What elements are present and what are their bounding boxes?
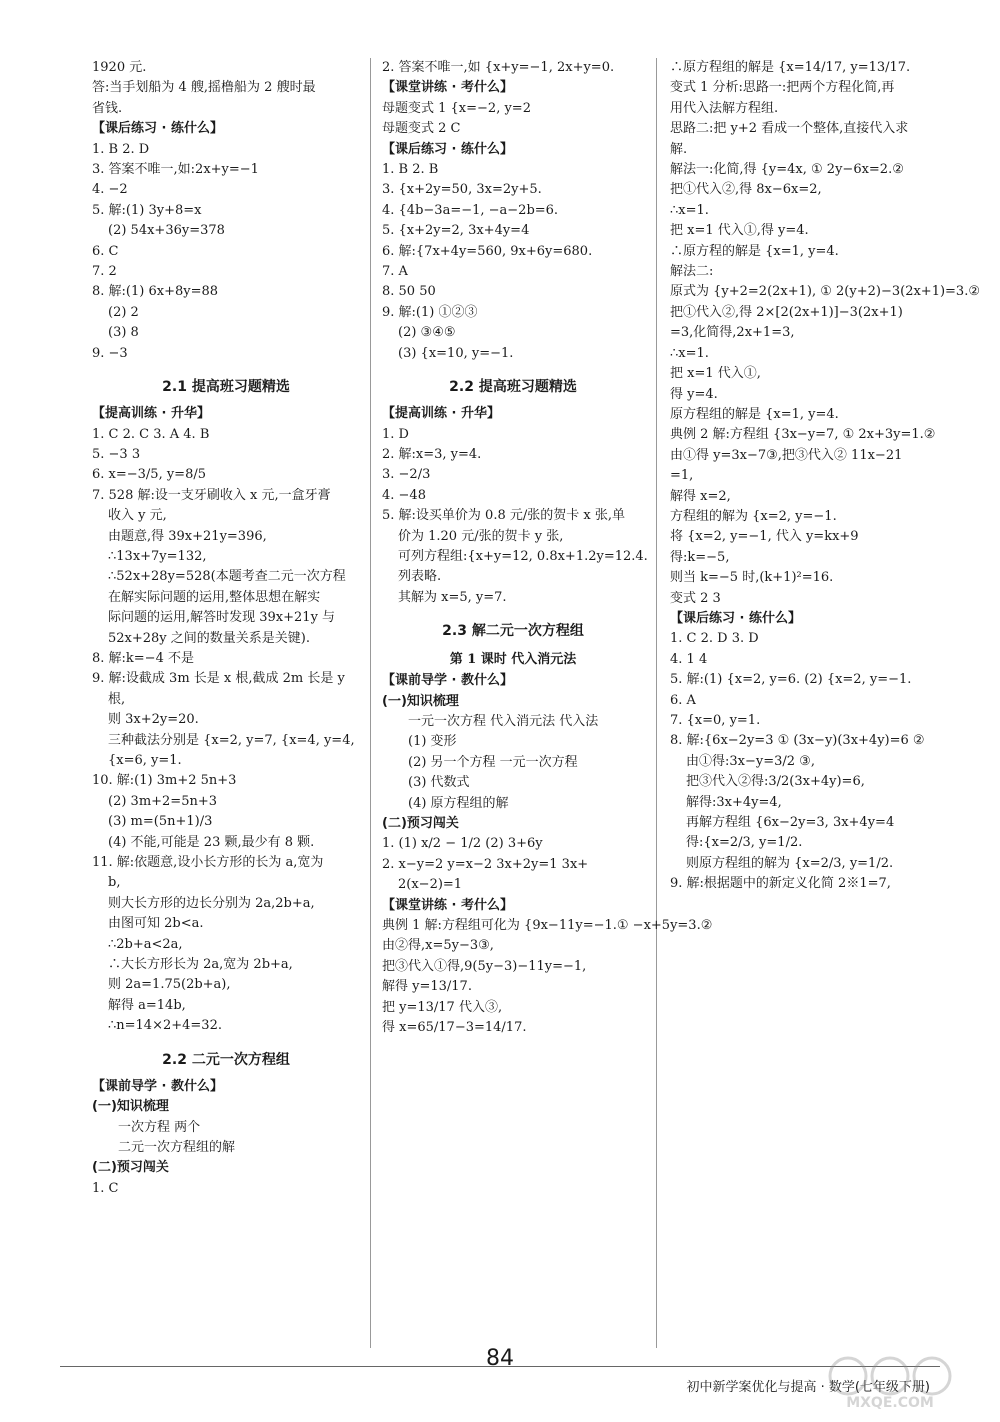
text-line: 变式 1 分析:思路一:把两个方程化简,再 <box>670 80 895 96</box>
text-line: 6. C <box>92 243 119 259</box>
text-line: 6. x=−3/5, y=8/5 <box>92 467 206 483</box>
text-line: 价为 1.20 元/张的贺卡 y 张, <box>398 528 564 544</box>
watermark-logo <box>820 1354 960 1410</box>
text-line: 母题变式 2 C <box>382 121 461 137</box>
text-line: 6. A <box>670 692 696 708</box>
text-line: 得 x=65/17−3=14/17. <box>382 1020 527 1036</box>
text-line: 则 2a=1.75(2b+a), <box>108 977 231 993</box>
text-line: 1. (1) x/2 − 1/2 (2) 3+6y <box>382 836 543 852</box>
text-line: 1. B 2. B <box>382 162 439 178</box>
text-line: 把①代入②,得 8x−6x=2, <box>670 182 822 198</box>
text-line: 8. 解:(1) 6x+8y=88 <box>92 284 219 300</box>
text-line: (2) 2 <box>108 304 139 320</box>
section-heading: 2.2 二元一次方程组 <box>162 1051 290 1068</box>
text-line: (4) 原方程组的解 <box>408 795 509 811</box>
text-line: 二元一次方程组的解 <box>118 1139 236 1155</box>
text-line: ∴x=1. <box>670 345 709 361</box>
bracket-heading: 【课后练习 · 练什么】 <box>670 610 801 626</box>
bracket-heading: (一)知识梳理 <box>382 693 459 709</box>
text-line: ∴13x+7y=132, <box>108 548 207 564</box>
text-line: 根, <box>108 691 126 707</box>
text-line: (2) 另一个方程 一元一次方程 <box>408 754 578 770</box>
text-line: 其解为 x=5, y=7. <box>398 589 507 605</box>
text-line: 9. 解:(1) ①②③ <box>382 304 478 320</box>
text-line: 1. C 2. C 3. A 4. B <box>92 426 210 442</box>
text-line: 3. −2/3 <box>382 467 431 483</box>
text-line: 7. 2 <box>92 264 117 280</box>
text-line: 把③代入②得:3/2(3x+4y)=6, <box>686 774 865 790</box>
book-title-footer: 初中新学案优化与提高 · 数学(七年级下册) <box>686 1380 930 1395</box>
text-line: 2. 答案不唯一,如 {x+y=−1, 2x+y=0. <box>382 60 615 75</box>
text-line: 4. −48 <box>382 487 426 503</box>
text-line: (3) {x=10, y=−1. <box>398 345 514 361</box>
text-line: 11. 解:依题意,设小长方形的长为 a,宽为 <box>92 855 324 871</box>
bracket-heading: (二)预习闯关 <box>382 816 459 831</box>
text-line: 一次方程 两个 <box>118 1119 201 1135</box>
text-line: 7. A <box>382 264 408 280</box>
text-line: 1. C <box>92 1180 119 1196</box>
text-line: (1) 变形 <box>408 734 457 750</box>
text-line: 解得 a=14b, <box>108 997 186 1013</box>
text-line: 4. 1 4 <box>670 651 708 667</box>
text-line: 得 y=4. <box>670 386 718 402</box>
text-line: 把③代入①得,9(5y−3)−11y=−1, <box>382 958 587 974</box>
text-line: 则 3x+2y=20. <box>108 712 199 728</box>
text-line: ∴n=14×2+4=32. <box>108 1018 222 1034</box>
text-line: 列表略. <box>398 569 442 585</box>
text-line: =1, <box>670 468 694 484</box>
text-line: ∴原方程的解是 {x=1, y=4. <box>670 243 839 259</box>
text-line: 一元一次方程 代入消元法 代入法 <box>408 713 599 729</box>
bracket-heading: (一)知识梳理 <box>92 1099 169 1115</box>
text-line: 再解方程组 {6x−2y=3, 3x+4y=4 <box>686 815 895 831</box>
text-line: 解得 x=2, <box>670 488 731 504</box>
lesson-subheading: 第 1 课时 代入消元法 <box>449 652 577 668</box>
text-line: 解得 y=13/17. <box>382 979 472 995</box>
text-line: 母题变式 1 {x=−2, y=2 <box>382 100 531 116</box>
text-line: 省钱. <box>92 100 123 116</box>
text-line: {x=6, y=1. <box>108 753 182 768</box>
text-line: 在解实际问题的运用,整体思想在解实 <box>108 589 321 605</box>
text-line: ∴原方程组的解是 {x=14/17, y=13/17. <box>670 60 911 75</box>
text-line: 9. 解:设截成 3m 长是 x 根,截成 2m 长是 y <box>92 671 345 687</box>
column-3 <box>670 58 980 1362</box>
bracket-heading: 【课后练习 · 练什么】 <box>92 121 223 137</box>
text-line: (3) 代数式 <box>408 775 470 791</box>
text-line: 8. 解:{6x−2y=3 ① (3x−y)(3x+4y)=6 ② <box>670 733 925 749</box>
text-line: 5. −3 3 <box>92 446 141 462</box>
text-line: 收入 y 元, <box>108 508 167 524</box>
text-line: 三种截法分别是 {x=2, y=7, {x=4, y=4, <box>108 732 355 748</box>
text-line: 则大长方形的边长分别为 2a,2b+a, <box>108 895 315 911</box>
text-line: 3. {x+2y=50, 3x=2y+5. <box>382 182 542 198</box>
text-line: 4. {4b−3a=−1, −a−2b=6. <box>382 202 559 218</box>
bracket-heading: 【提高训练 · 升华】 <box>92 406 210 422</box>
text-line: 4. −2 <box>92 182 128 198</box>
bracket-heading: 【提高训练 · 升华】 <box>382 406 500 422</box>
bracket-heading: 【课后练习 · 练什么】 <box>382 141 513 157</box>
section-heading: 2.2 提高班习题精选 <box>449 379 577 396</box>
text-line: b, <box>108 875 121 891</box>
text-line: 把 y=13/17 代入③, <box>382 999 503 1015</box>
section-heading: 2.3 解二元一次方程组 <box>442 623 584 640</box>
text-line: 3. 答案不唯一,如:2x+y=−1 <box>92 162 259 178</box>
text-line: 5. {x+2y=2, 3x+4y=4 <box>382 223 530 239</box>
text-line: 将 {x=2, y=−1, 代入 y=kx+9 <box>670 529 859 545</box>
page-number: 84 <box>486 1346 514 1371</box>
text-line: 8. 解:k=−4 不是 <box>92 650 194 666</box>
text-line: 5. 解:设买单价为 0.8 元/张的贺卡 x 张,单 <box>382 508 625 524</box>
text-line: 1920 元. <box>92 60 147 75</box>
bracket-heading: 【课前导学 · 教什么】 <box>382 673 513 689</box>
text-line: 思路二:把 y+2 看成一个整体,直接代入求 <box>670 121 909 137</box>
text-line: 把 x=1 代入①, <box>670 366 761 382</box>
text-line: 8. 50 50 <box>382 284 436 300</box>
section-heading: 2.1 提高班习题精选 <box>162 379 290 396</box>
text-line: 际问题的运用,解答时发现 39x+21y 与 <box>108 610 336 626</box>
text-line: 得:k=−5, <box>670 549 730 565</box>
text-line: ∴x=1. <box>670 202 709 218</box>
footer-rule <box>60 1366 940 1367</box>
text-line: 由图可知 2b<a. <box>108 916 204 932</box>
text-line: 解法二: <box>670 264 714 280</box>
text-line: 9. −3 <box>92 345 128 361</box>
text-line: 7. 528 解:设一支牙刷收入 x 元,一盒牙膏 <box>92 487 331 503</box>
text-line: 原式为 {y+2=2(2x+1), ① 2(y+2)−3(2x+1)=3.② <box>670 284 980 300</box>
bracket-heading: 【课堂讲练 · 考什么】 <box>382 897 513 913</box>
text-line: 变式 2 3 <box>670 590 721 606</box>
text-line: 7. {x=0, y=1. <box>670 713 761 728</box>
column-divider-1 <box>370 58 371 1348</box>
text-line: 由②得,x=5y−3③, <box>382 938 494 954</box>
text-line: =3,化简得,2x+1=3, <box>670 325 795 341</box>
text-line: (2) ③④⑤ <box>398 325 456 341</box>
text-line: 典例 2 解:方程组 {3x−y=7, ① 2x+3y=1.② <box>670 427 936 443</box>
text-line: (2) 3m+2=5n+3 <box>108 793 218 809</box>
text-line: 原方程组的解是 {x=1, y=4. <box>670 406 839 422</box>
text-line: 由①得 y=3x−7③,把③代入② 11x−21 <box>670 447 903 463</box>
text-line: 典例 1 解:方程组可化为 {9x−11y=−1.① −x+5y=3.② <box>382 918 713 934</box>
text-line: 由①得:3x−y=3/2 ③, <box>686 753 815 769</box>
text-line: 把①代入②,得 2×[2(2x+1)]−3(2x+1) <box>670 304 903 320</box>
text-line: 6. 解:{7x+4y=560, 9x+6y=680. <box>382 243 593 259</box>
column-divider-2 <box>656 58 657 1348</box>
text-line: 1. D <box>382 426 409 442</box>
bracket-heading: 【课堂讲练 · 考什么】 <box>382 80 513 96</box>
svg-text:MXQE.COM: MXQE.COM <box>846 1395 934 1411</box>
text-line: (3) m=(5n+1)/3 <box>108 814 213 830</box>
text-line: 2(x−2)=1 <box>398 877 463 893</box>
text-line: 52x+28y 之间的数量关系是关键). <box>108 630 310 646</box>
text-line: (2) 54x+36y=378 <box>108 223 225 239</box>
text-line: 则当 k=−5 时,(k+1)²=16. <box>670 570 834 586</box>
text-line: 10. 解:(1) 3m+2 5n+3 <box>92 773 237 789</box>
text-line: 答:当手划船为 4 艘,摇橹船为 2 艘时最 <box>92 80 316 96</box>
text-line: 5. 解:(1) {x=2, y=6. (2) {x=2, y=−1. <box>670 672 912 688</box>
text-line: 方程组的解为 {x=2, y=−1. <box>670 508 837 524</box>
text-line: ∴52x+28y=528(本题考查二元一次方程 <box>108 569 346 585</box>
text-line: 由题意,得 39x+21y=396, <box>108 528 267 544</box>
text-line: 5. 解:(1) 3y+8=x <box>92 202 202 218</box>
text-line: 可列方程组:{x+y=12, 0.8x+1.2y=12.4. <box>398 548 648 564</box>
text-line: 1. B 2. D <box>92 141 150 157</box>
text-line: 1. C 2. D 3. D <box>670 631 759 647</box>
text-line: 解法一:化简,得 {y=4x, ① 2y−6x=2.② <box>670 162 904 178</box>
text-line: 9. 解:根据题中的新定义化简 2※1=7, <box>670 876 891 892</box>
column-1 <box>92 58 360 1362</box>
text-line: ∴2b+a<2a, <box>108 936 183 952</box>
text-line: 2. 解:x=3, y=4. <box>382 446 482 462</box>
bracket-heading: (二)预习闯关 <box>92 1160 169 1176</box>
text-line: 2. x−y=2 y=x−2 3x+2y=1 3x+ <box>382 856 589 872</box>
text-line: (3) 8 <box>108 325 139 341</box>
text-line: 解得:3x+4y=4, <box>686 794 782 810</box>
text-line: (4) 不能,可能是 23 颗,最少有 8 颗. <box>108 834 315 850</box>
text-line: 用代入法解方程组. <box>670 100 779 116</box>
text-line: 得:{x=2/3, y=1/2. <box>686 835 803 851</box>
text-line: 解. <box>670 141 688 157</box>
text-line: ∴大长方形长为 2a,宽为 2b+a, <box>108 957 293 973</box>
bracket-heading: 【课前导学 · 教什么】 <box>92 1078 223 1094</box>
text-line: 把 x=1 代入①,得 y=4. <box>670 223 809 239</box>
text-line: 则原方程组的解为 {x=2/3, y=1/2. <box>686 855 894 871</box>
